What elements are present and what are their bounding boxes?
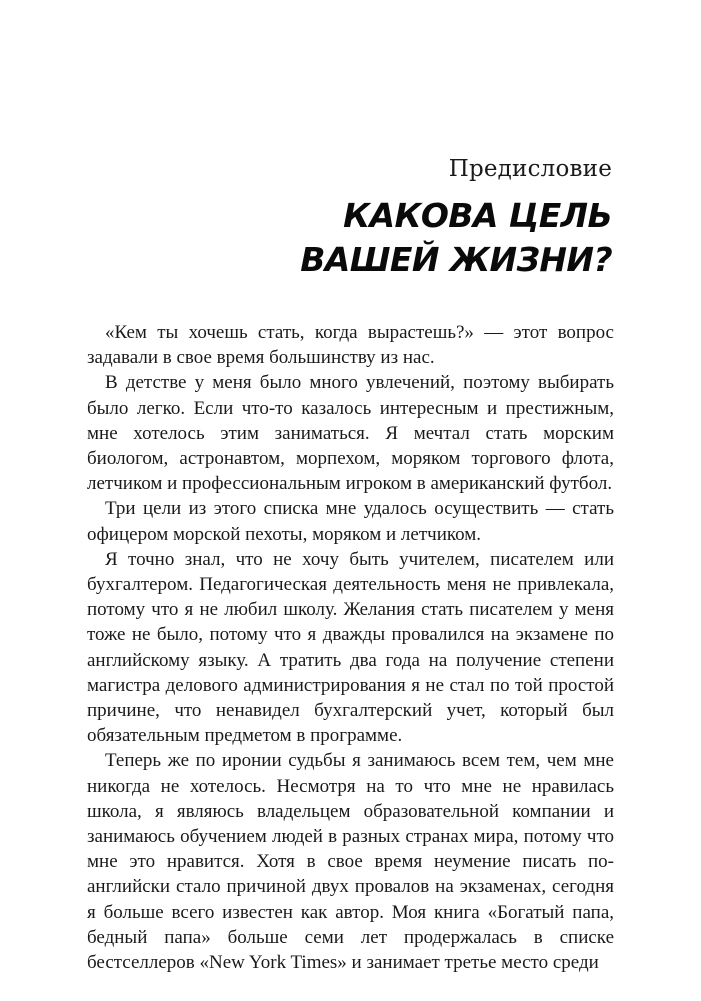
paragraph-1: «Кем ты хочешь стать, когда вырастешь?» — этот вопрос задавали в свое время большинству из нас. bbox=[87, 322, 614, 369]
paragraph-3: Три цели из этого списка мне удалось осуществить — стать офицером морской пехоты, моряком и летчиком. bbox=[87, 498, 614, 545]
section-label: Предисловие bbox=[448, 156, 612, 182]
chapter-title-line-1: КАКОВА ЦЕЛЬ bbox=[343, 196, 612, 235]
chapter-header bbox=[300, 154, 612, 282]
chapter-title-line-2: ВАШЕЙ ЖИЗНИ? bbox=[300, 240, 612, 279]
paragraph-2: В детстве у меня было много увлечений, поэтому выбирать было легко. Если что-то казалось интересным и престижным, мне хотелось этим заниматься. Я мечтал стать морским биологом, астронавтом, морпехом, моряком торгового флота, летчиком и профессиональным игроком в американский футбол. bbox=[87, 372, 614, 495]
chapter-title bbox=[300, 194, 612, 282]
paragraph-5: Теперь же по иронии судьбы я занимаюсь всем тем, чем мне никогда не хотелось. Несмотря на то что мне не нравилась школа, я являюсь владельцем образовательной компании и занимаюсь обучением людей в разных странах мира, потому что мне это нравится. Хотя в свое время неумение писать по-английски стало причиной двух провалов на экзаменах, сегодня я больше всего известен как автор. Моя книга «Богатый папа, бедный папа» больше семи лет продержалась в списке бестселлеров «New York Times» и занимает третье место среди bbox=[87, 750, 614, 974]
body-text bbox=[87, 320, 614, 975]
paragraph-4: Я точно знал, что не хочу быть учителем, писателем или бухгалтером. Педагогическая деятельность меня не привлекала, потому что я не любил школу. Желания стать писателем у меня тоже не было, потому что я дважды провалился на экзамене по английскому языку. А тратить два года на получение степени магистра делового администрирования я не стал по той простой причине, что ненавидел бухгалтерский учет, который был обязательным предметом в программе. bbox=[87, 548, 614, 747]
